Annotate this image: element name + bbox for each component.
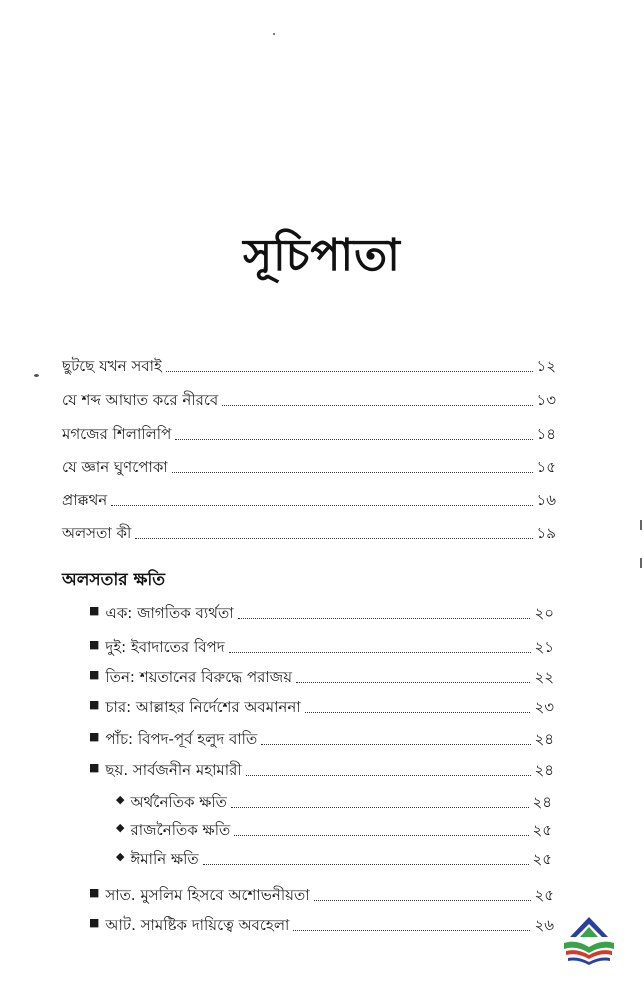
toc-subentry bbox=[89, 760, 554, 780]
entry-page: ১৩ bbox=[536, 391, 556, 409]
toc-subentry bbox=[89, 637, 554, 657]
toc-subentry bbox=[89, 885, 554, 905]
toc-entry bbox=[62, 356, 556, 376]
entry-page: ১৬ bbox=[536, 491, 556, 509]
entry-label: অর্থনৈতিক ক্ষতি bbox=[130, 793, 227, 811]
entry-label: রাজনৈতিক ক্ষতি bbox=[130, 821, 231, 839]
diamond-bullet-icon: ◆ bbox=[116, 793, 125, 806]
entry-label: সাত. মুসলিম হিসবে অশোভনীয়তা bbox=[105, 886, 310, 904]
toc-subentry bbox=[89, 729, 554, 749]
toc-subsubentry bbox=[116, 849, 552, 869]
square-bullet-icon: ■ bbox=[89, 916, 100, 929]
entry-page: ২৪ bbox=[534, 730, 554, 748]
entry-label: ছুটছে যখন সবাই bbox=[62, 357, 162, 375]
entry-page: ২৪ bbox=[534, 761, 554, 779]
diamond-bullet-icon: ◆ bbox=[116, 850, 125, 863]
square-bullet-icon: ■ bbox=[89, 604, 100, 617]
square-bullet-icon: ■ bbox=[89, 698, 100, 711]
square-bullet-icon: ■ bbox=[89, 761, 100, 774]
square-bullet-icon: ■ bbox=[89, 638, 100, 651]
entry-label: যে জ্ঞান ঘুণপোকা bbox=[62, 458, 168, 476]
diamond-bullet-icon: ◆ bbox=[116, 821, 125, 834]
toc-entry bbox=[62, 457, 556, 477]
dot-leader bbox=[111, 505, 532, 506]
entry-page: ১২ bbox=[536, 357, 556, 375]
entry-label: যে শব্দ আঘাত করে নীরবে bbox=[62, 391, 219, 409]
dot-leader bbox=[238, 618, 531, 619]
ink-speck bbox=[34, 374, 39, 377]
entry-label: প্রাক্কথন bbox=[62, 491, 108, 509]
square-bullet-icon: ■ bbox=[89, 886, 100, 899]
toc-subsubentry bbox=[116, 820, 552, 840]
entry-label: দুই: ইবাদাতের বিপদ bbox=[105, 638, 225, 656]
section-heading: অলসতার ক্ষতি bbox=[62, 570, 165, 590]
dot-leader bbox=[175, 439, 532, 440]
entry-page: ২৫ bbox=[532, 850, 552, 868]
logo-book bbox=[564, 942, 614, 965]
dot-leader bbox=[203, 864, 529, 865]
logo-roof bbox=[570, 917, 608, 937]
dot-leader bbox=[305, 712, 531, 713]
entry-page: ২৬ bbox=[534, 916, 554, 934]
entry-page: ২৩ bbox=[534, 698, 554, 716]
dot-leader bbox=[261, 744, 530, 745]
dot-leader bbox=[166, 371, 533, 372]
entry-label: অলসতা কী bbox=[62, 524, 132, 542]
entry-page: ২১ bbox=[534, 638, 554, 656]
dot-leader bbox=[314, 900, 531, 901]
entry-page: ২০ bbox=[534, 604, 554, 622]
edge-mark bbox=[640, 520, 642, 530]
entry-page: ২২ bbox=[534, 668, 554, 686]
entry-page: ২৪ bbox=[532, 793, 552, 811]
toc-entry bbox=[62, 424, 556, 444]
entry-label: পাঁচ: বিপদ-পূর্ব হলুদ বাতি bbox=[105, 730, 258, 748]
toc-entry bbox=[62, 390, 556, 410]
toc-subentry bbox=[89, 915, 554, 935]
ink-speck bbox=[273, 33, 275, 35]
entry-page: ২৫ bbox=[532, 821, 552, 839]
dot-leader bbox=[222, 405, 532, 406]
toc-subentry bbox=[89, 697, 554, 717]
entry-label: তিন: শয়তানের বিরুদ্ধে পরাজয় bbox=[105, 668, 293, 686]
edge-mark bbox=[640, 558, 642, 568]
dot-leader bbox=[229, 652, 531, 653]
toc-entry bbox=[62, 490, 556, 510]
toc-subentry bbox=[89, 603, 554, 623]
entry-page: ১৪ bbox=[536, 425, 556, 443]
toc-entry bbox=[62, 523, 556, 543]
entry-label: মগজের শিলালিপি bbox=[62, 425, 172, 443]
entry-page: ১৯ bbox=[536, 524, 556, 542]
entry-page: ১৫ bbox=[536, 458, 556, 476]
entry-label: চার: আল্লাহর নির্দেশের অবমাননা bbox=[105, 698, 301, 716]
page-title: সূচিপাতা bbox=[243, 230, 401, 281]
toc-subsubentry bbox=[116, 792, 552, 812]
entry-label: ঈমানি ক্ষতি bbox=[130, 850, 199, 868]
entry-label: ছয়. সার্বজনীন মহামারী bbox=[105, 761, 242, 779]
square-bullet-icon: ■ bbox=[89, 668, 100, 681]
dot-leader bbox=[293, 930, 530, 931]
dot-leader bbox=[135, 538, 532, 539]
entry-page: ২৫ bbox=[534, 886, 554, 904]
dot-leader bbox=[296, 682, 530, 683]
dot-leader bbox=[172, 472, 533, 473]
toc-subentry bbox=[89, 667, 554, 687]
dot-leader bbox=[231, 807, 529, 808]
entry-label: এক: জাগতিক ব্যর্থতা bbox=[105, 604, 234, 622]
dot-leader bbox=[234, 835, 528, 836]
publisher-logo-icon bbox=[558, 915, 620, 973]
entry-label: আট. সামষ্টিক দায়িত্বে অবহেলা bbox=[105, 916, 290, 934]
dot-leader bbox=[246, 775, 531, 776]
square-bullet-icon: ■ bbox=[89, 730, 100, 743]
